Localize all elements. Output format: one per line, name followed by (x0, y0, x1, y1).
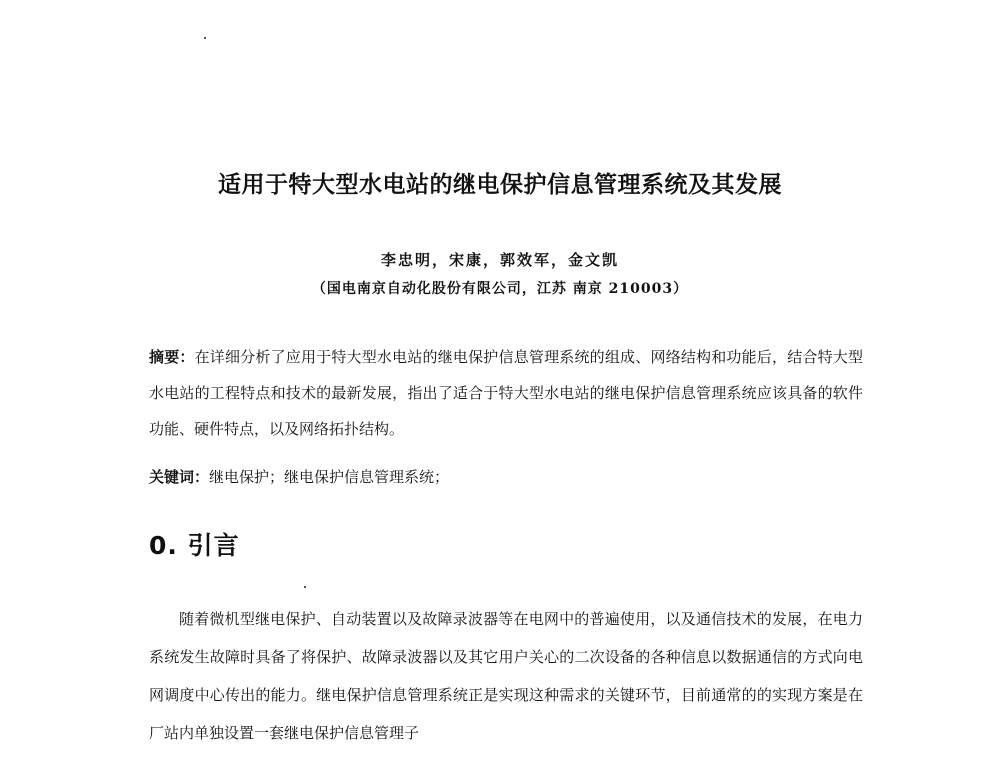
abstract-text: 在详细分析了应用于特大型水电站的继电保护信息管理系统的组成、网络结构和功能后，结合特大型水电站的工程特点和技术的最新发展，指出了适合于特大型水电站的继电保护信息管理系统应该具备的软件功能、硬件特点，以及网络拓扑结构。 (149, 348, 863, 438)
author-affiliation: （国电南京自动化股份有限公司，江苏 南京 210003） (311, 281, 689, 297)
scan-speck (304, 586, 306, 588)
keywords-text: 继电保护；继电保护信息管理系统； (209, 468, 450, 486)
introduction-paragraph: 随着微机型继电保护、自动装置以及故障录波器等在电网中的普遍使用，以及通信技术的发展，在电力系统发生故障时具备了将保护、故障录波器以及其它用户关心的二次设备的各种信息以数据通信的方式向电网调度中心传出的能力。继电保护信息管理系统正是实现这种需求的关键环节，目前通常的的实现方案是在厂站内单独设置一套继电保护信息管理子 (149, 610, 863, 742)
author-list: 李忠明，宋康，郭效军，金文凯 (380, 251, 619, 269)
abstract (149, 339, 863, 447)
abstract-label: 摘要： (149, 348, 195, 366)
section-heading-introduction: 0. 引言 (149, 531, 240, 560)
scan-speck (204, 37, 206, 39)
keywords-label: 关键词： (149, 468, 210, 486)
keywords (149, 462, 863, 492)
paper-title: 适用于特大型水电站的继电保护信息管理系统及其发展 (218, 171, 782, 198)
